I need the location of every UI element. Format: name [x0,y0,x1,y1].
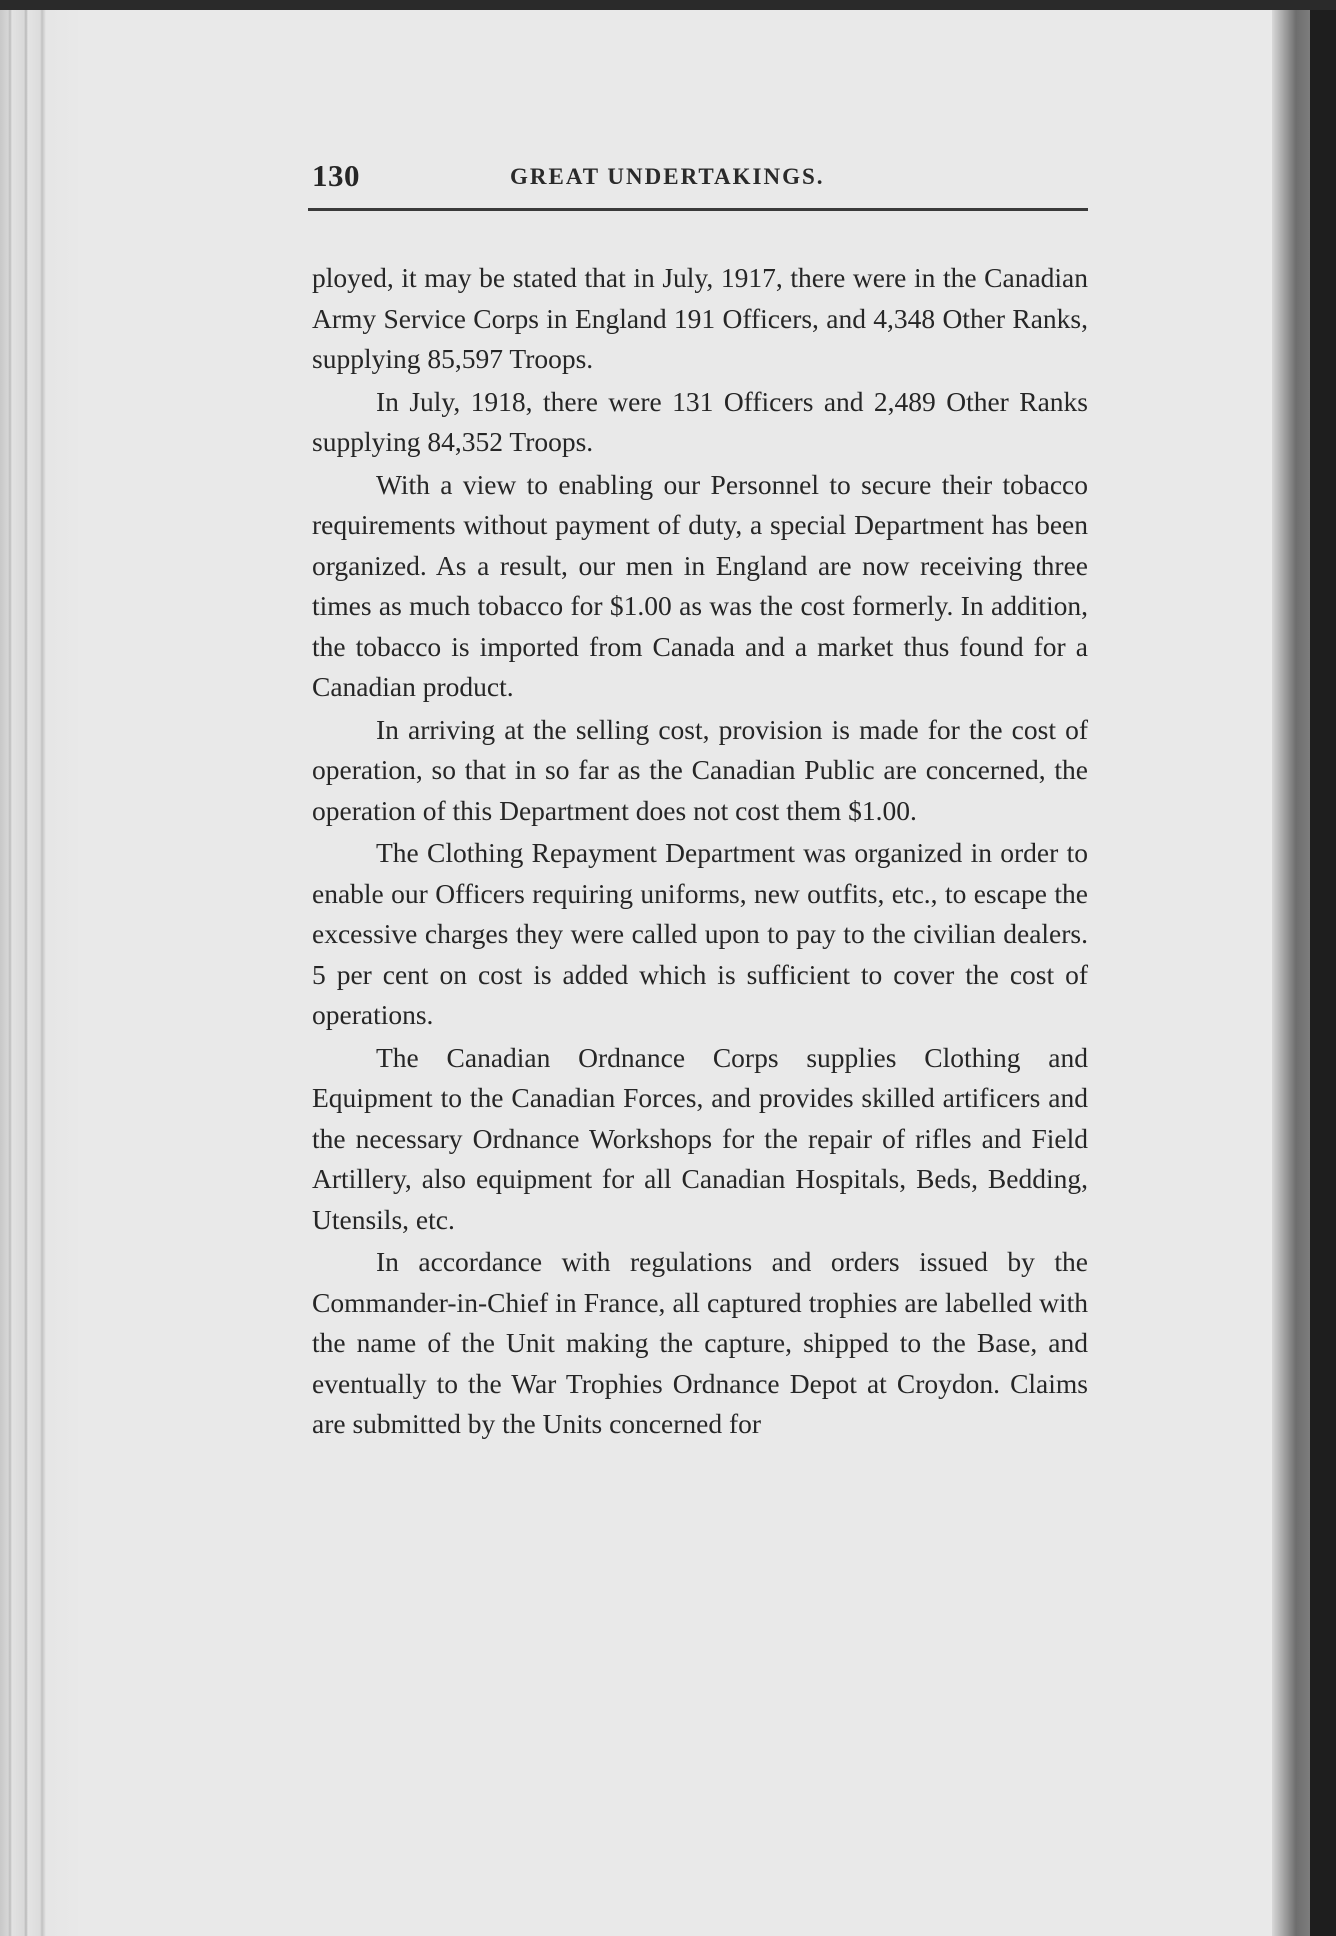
paragraph-continued: ployed, it may be stated that in July, 1917, there were in the Canadian Army Service Corps in England 191 Officers, and 4,348 Other Ranks, supplying 85,597 Troops. [312,262,1088,374]
body-text [312,258,1088,1445]
paragraph: In July, 1918, there were 131 Officers and 2,489 Other Ranks supplying 84,352 Troops. [312,385,1088,457]
binding-gutter [1272,10,1310,1936]
page-edge-stack [0,10,78,1936]
paragraph: The Clothing Repayment Department was organized in order to enable our Officers requiring uniforms, new outfits, etc., to escape the excessive charges they were called upon to pay to the civilian dealers. 5 per cent on cost is added which is sufficient to cover the cost of operations. [312,837,1088,1030]
paragraph: In accordance with regulations and orders issued by the Commander-in-Chief in France, all captured trophies are labelled with the name of the Unit making the capture, shipped to the Base, and eventually to the War Trophies Ordnance Depot at Croydon. Claims are submitted by the Units concerned for [312,1246,1088,1439]
paragraph: With a view to enabling our Personnel to secure their tobacco requirements without payment of duty, a special Department has been organized. As a result, our men in England are now receiving three times as much tobacco for $1.00 as was the cost formerly. In addition, the tobacco is imported from Canada and a market thus found for a Canadian product. [312,468,1088,702]
paragraph: The Canadian Ordnance Corps supplies Clothing and Equipment to the Canadian Forces, and provides skilled artificers and the necessary Ordnance Workshops for the repair of rifles and Field Artillery, also equipment for all Canadian Hospitals, Beds, Bedding, Utensils, etc. [312,1041,1088,1235]
header-rule [308,208,1088,211]
running-title: GREAT UNDERTAKINGS. [510,164,825,189]
running-head [312,158,1088,198]
scan-top-border [0,0,1336,10]
paragraph: In arriving at the selling cost, provision is made for the cost of operation, so that in so far as the Canadian Public are concerned, the operation of this Department does not cost them $1.00. [312,713,1088,826]
page-number: 130 [312,158,360,193]
